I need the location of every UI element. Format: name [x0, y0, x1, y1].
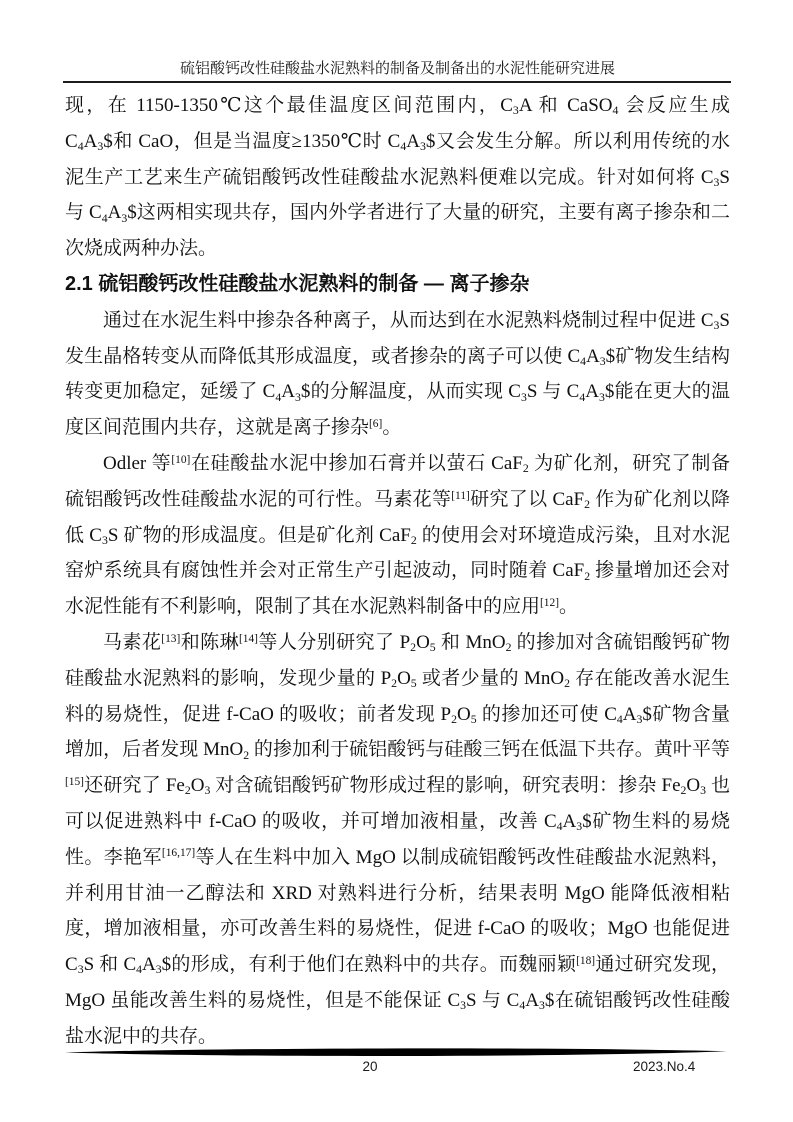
chemical-subscript: 2: [410, 533, 417, 547]
chemical-subscript: 2: [564, 677, 571, 691]
chemical-subscript: 2: [243, 748, 250, 762]
footer-divider-bar: [65, 1046, 727, 1059]
chemical-subscript: 3: [599, 354, 606, 368]
chemical-subscript: 3: [512, 104, 519, 118]
chemical-subscript: 2: [584, 569, 591, 583]
running-head-title: 硫铝酸钙改性硅酸盐水泥熟料的制备及制备出的水泥性能研究进展: [179, 61, 615, 77]
chemical-subscript: 3: [538, 999, 545, 1013]
chemical-subscript: 2: [522, 462, 529, 476]
issue-label: 2023.No.4: [633, 1059, 696, 1074]
chemical-subscript: 4: [77, 140, 84, 154]
document-body: [65, 88, 730, 1055]
citation-superscript: [10]: [171, 453, 191, 466]
chemical-subscript: 4: [101, 211, 108, 225]
header-rule: [63, 81, 731, 83]
chemical-subscript: 2: [184, 784, 191, 798]
chemical-subscript: 4: [616, 712, 623, 726]
paragraph: Odler 等[10]在硅酸盐水泥中掺加石膏并以萤石 CaF$_2$ 为矿化剂，研究了制备硫铝酸钙改性硅酸盐水泥的可行性。马素花等[11]研究了以 CaF$_2$ 作为矿化剂以降低 $C_3S$ 矿物的形成温度。但是矿化剂 CaF$_2$ 的使用会对环境造成污染，且对水泥窑炉系统具有腐蚀性并会对正常生产引起波动，同时随着 CaF$_2$ 掺量增加还会对水泥性能有不利影响，限制了其在水泥熟料制备中的应用[12]。: [65, 452, 730, 618]
chemical-subscript: 4: [275, 390, 282, 404]
chemical-subscript: 4: [612, 104, 619, 118]
chemical-subscript: 4: [136, 963, 143, 977]
chemical-subscript: 3: [598, 390, 605, 404]
paragraph: 马素花[13]和陈琳[14]等人分别研究了 $P_2O_5$ 和 MnO$_2$ 的掺加对含硫铝酸钙矿物硅酸盐水泥熟料的影响，发现少量的 $P_2O_5$ 或者少量的 MnO$_2$ 存在能改善水泥生料的易烧性，促进 f-CaO 的吸收；前者发现 $P_2O_5$ 的掺加还可使 $C_4A_3\$$矿物含量增加，后者发现 MnO$_2$ 的掺加利于硫铝酸钙与硅酸三钙在低温下共存。黄叶平等[15]还研究了 $Fe_2O_3$ 对含硫铝酸钙矿物形成过程的影响，研究表明：掺杂 $Fe_2O_3$ 也可以促进熟料中 f-CaO 的吸收，并可增加液相量，改善 $C_4A_3\$$矿物生料的易烧性。李艳军[16,17]等人在生料中加入 MgO 以制成硫铝酸钙改性硅酸盐水泥熟料，并利用甘油一乙醇法和 XRD 对熟料进行分析，结果表明 MgO 能降低液相粘度，增加液相量，亦可改善生料的易烧性，促进 f-CaO 的吸收；MgO 也能促进 $C_3S$ 和 $C_4A_3\$$的形成，有利于他们在熟料中的共存。而魏丽颖[18]通过研究发现，MgO 虽能改善生料的易烧性，但是不能保证 $C_3S$ 与 $C_4A_3\$$在硫铝酸钙改性硅酸盐水泥中的共存。: [65, 631, 730, 1047]
citation-superscript: [14]: [239, 632, 258, 645]
chemical-subscript: 3: [121, 211, 128, 225]
chemical-subscript: 2: [451, 712, 457, 726]
chemical-subscript: 5: [429, 641, 436, 655]
chemical-subscript: 4: [580, 354, 587, 368]
chemical-subscript: 3: [97, 140, 104, 154]
chemical-subscript: 2: [680, 784, 687, 798]
chemical-subscript: 3: [713, 175, 720, 189]
chemical-subscript: 2: [584, 498, 591, 512]
chemical-subscript: 4: [519, 999, 526, 1013]
chemical-subscript: 3: [294, 390, 301, 404]
citation-superscript: [11]: [451, 489, 470, 502]
chemical-subscript: 3: [636, 712, 643, 726]
chemical-subscript: 3: [204, 784, 211, 798]
chemical-subscript: 3: [419, 140, 426, 154]
citation-superscript: [15]: [65, 775, 84, 788]
citation-superscript: [6]: [369, 417, 383, 430]
chemical-subscript: 5: [410, 677, 417, 691]
chemical-subscript: 3: [700, 784, 707, 798]
chemical-subscript: 2: [505, 641, 512, 655]
paragraph: 现，在 1150-1350℃这个最佳温度区间范围内，$C_3A$ 和 CaSO$_4$ 会反应生成 $C_4A_3\$$和 CaO，但是当温度≥1350℃时 $C_4A_3\$$又会发生分解。所以利用传统的水泥生产工艺来生产硫铝酸钙改性硅酸盐水泥熟料便难以完成。针对如何将 $C_3S$ 与 $C_4A_3\$$这两相实现共存，国内外学者进行了大量的研究，主要有离子掺杂和二次烧成两种办法。: [65, 95, 730, 260]
chemical-subscript: 2: [410, 641, 417, 655]
citation-superscript: [16,17]: [161, 847, 196, 860]
chemical-subscript: 3: [155, 963, 162, 977]
section-heading: 2.1 硫铝酸钙改性硅酸盐水泥熟料的制备 — 离子掺杂: [65, 272, 530, 295]
chemical-subscript: 3: [576, 820, 583, 834]
chemical-subscript: 3: [460, 999, 467, 1013]
chemical-subscript: 2: [391, 677, 398, 691]
footer: [65, 1059, 730, 1079]
chemical-subscript: 3: [102, 533, 108, 547]
chemical-subscript: 4: [556, 820, 563, 834]
paragraph: 通过在水泥生料中掺杂各种离子，从而达到在水泥熟料烧制过程中促进 $C_3S$ 发生晶格转变从而降低其形成温度，或者掺杂的离子可以使 $C_4A_3\$$矿物发生结构转变更加稳定，延缓了 $C_4A_3\$$的分解温度，从而实现 $C_3S$ 与 $C_4A_3\$$能在更大的温度区间范围内共存，这就是离子掺杂[6]。: [65, 309, 730, 439]
chemical-subscript: 3: [713, 319, 720, 333]
chemical-subscript: 3: [520, 390, 527, 404]
chemical-subscript: 3: [77, 963, 84, 977]
citation-superscript: [13]: [161, 632, 181, 645]
chemical-subscript: 4: [400, 140, 407, 154]
chemical-subscript: 5: [470, 712, 477, 726]
citation-superscript: [18]: [576, 954, 596, 967]
page-number: 20: [362, 1059, 378, 1074]
citation-superscript: [12]: [540, 596, 559, 609]
chemical-subscript: 4: [579, 390, 586, 404]
